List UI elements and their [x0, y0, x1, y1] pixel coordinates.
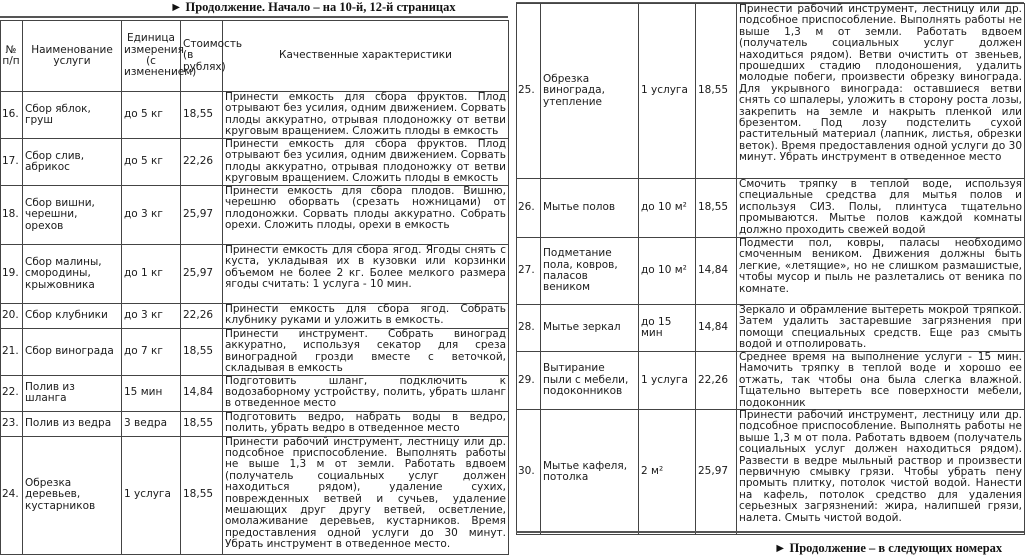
- row-number: 23.: [1, 411, 23, 436]
- service-unit: 1 услуга: [639, 4, 696, 179]
- row-number: 27.: [517, 238, 541, 305]
- service-cost: 22,26: [696, 352, 737, 410]
- service-cost: 18,55: [696, 4, 737, 179]
- service-name: Мытье зеркал: [541, 305, 639, 352]
- service-name: Полив из ведра: [23, 411, 122, 436]
- service-cost: 14,84: [696, 305, 737, 352]
- service-unit: до 10 м²: [639, 238, 696, 305]
- service-name: Сбор яблок, груш: [23, 92, 122, 139]
- service-description: Принести емкость для сбора плодов. Вишню, черешню оборвать (срезать ножницами) от плодоножки. Сорвать плоды аккуратно. Собрать орехи. Сложить плоды, орехи в емкость: [223, 186, 509, 245]
- column-header-desc: Качественные характеристики: [223, 21, 509, 92]
- row-number: 21.: [1, 329, 23, 376]
- row-number: 30.: [517, 410, 541, 535]
- service-description: Зеркало и обрамление вытереть мокрой тряпкой. Затем удалить застаревшие загрязнения при помощи специальных средств. Еще раз смыть водой и отполировать.: [737, 305, 1025, 352]
- service-unit: 15 мин: [122, 375, 181, 411]
- service-description: Принести емкость для сбора фруктов. Плод отрывают без усилия, одним движением. Сорвать плоды аккуратно, отрывая плодоножку от ветви круговым вращением. Сложить плоды в емкость: [223, 139, 509, 186]
- service-unit: до 5 кг: [122, 92, 181, 139]
- service-unit: до 7 кг: [122, 329, 181, 376]
- service-description: Принести емкость для сбора фруктов. Плод отрывают без усилия, одним движением. Сорвать плоды аккуратно, отрывая плодоножку от ветви круговым вращением. Сложить плоды в емкость: [223, 92, 509, 139]
- column-header-num: № п/п: [1, 21, 23, 92]
- row-number: 18.: [1, 186, 23, 245]
- service-unit: 2 м²: [639, 410, 696, 535]
- row-number: 26.: [517, 179, 541, 238]
- service-name: Вытирание пыли с мебели, подоконников: [541, 352, 639, 410]
- table-row: [1, 375, 509, 411]
- table-row: [517, 179, 1025, 238]
- service-description: Принести рабочий инструмент, лестницу или др. подсобное приспособление. Выполнять работы не выше 1,3 м от земли. Работать вдвоем (получатель социальных услуг должен находиться рядом). Ветви очистить от звеньев, прошедших стадию плодоношения, удалить молодые побеги, произвести обрезку винограда. Для укрывного винограда: оставшиеся ветви снять со шпалеры, уложить в сторону роста лозы, закрепить на земле и накрыть пленкой или брезентом. Под лозу подстелить сухой растительный материал (лапник, листья, обрезки веток). Время предоставления одной услуги до 30 минут. Убрать инструмент в отведенное место: [737, 4, 1025, 179]
- service-unit: 1 услуга: [122, 436, 181, 554]
- row-number: 22.: [1, 375, 23, 411]
- row-number: 25.: [517, 4, 541, 179]
- service-cost: 25,97: [181, 186, 223, 245]
- service-unit: до 3 кг: [122, 304, 181, 329]
- row-number: 19.: [1, 245, 23, 304]
- service-cost: 14,84: [181, 375, 223, 411]
- row-number: 16.: [1, 92, 23, 139]
- service-description: Принести емкость для сбора ягод. Собрать клубнику руками и уложить в емкость.: [223, 304, 509, 329]
- service-cost: 18,55: [181, 411, 223, 436]
- service-name: Обрезка винограда, утепление: [541, 4, 639, 179]
- table-row: [1, 139, 509, 186]
- table-row: [517, 410, 1025, 535]
- service-cost: 14,84: [696, 238, 737, 305]
- table-row: [517, 352, 1025, 410]
- service-cost: 18,55: [181, 329, 223, 376]
- service-unit: до 1 кг: [122, 245, 181, 304]
- continuation-header: ► Продолжение. Начало – на 10-й, 12-й страницах: [170, 0, 456, 14]
- table-row: [1, 436, 509, 554]
- service-description: Принести емкость для сбора ягод. Ягоды снять с куста, укладывая их в кузовки или корзинки объемом не более 2 кг. Более мелкого размера ягоды считать: 1 услуга - 10 мин.: [223, 245, 509, 304]
- service-cost: 25,97: [181, 245, 223, 304]
- table-row: [517, 4, 1025, 179]
- row-number: 29.: [517, 352, 541, 410]
- service-name: Мытье кафеля, потолка: [541, 410, 639, 535]
- service-cost: 18,55: [181, 436, 223, 554]
- service-unit: до 10 м²: [639, 179, 696, 238]
- column-header-cost: Стоимость (в рублях): [181, 21, 223, 92]
- service-name: Сбор клубники: [23, 304, 122, 329]
- service-description: Принести рабочий инструмент, лестницу или др. подсобное приспособление. Выполнять работы не выше 1,3 м от земли. Работать вдвоем (получатель социальных услуг должен находиться рядом), удаление сухих, поврежденных ветвей и сучьев, удаление мешающих друг другу ветвей, осветление, омолаживание деревьев, кустарников. Время предоставления одной услуги до 30 минут. Убрать инструмент в отведенное место.: [223, 436, 509, 554]
- services-table-left: [0, 20, 509, 555]
- service-name: Мытье полов: [541, 179, 639, 238]
- service-cost: 18,55: [181, 92, 223, 139]
- table-row: [1, 304, 509, 329]
- table-row: [517, 305, 1025, 352]
- service-name: Полив из шланга: [23, 375, 122, 411]
- row-number: 17.: [1, 139, 23, 186]
- row-number: 24.: [1, 436, 23, 554]
- row-number: 20.: [1, 304, 23, 329]
- services-table-right: [516, 3, 1025, 535]
- column-header-unit: Единица измерения (с изменением): [122, 21, 181, 92]
- service-name: Сбор вишни, черешни, орехов: [23, 186, 122, 245]
- service-unit: до 3 кг: [122, 186, 181, 245]
- service-description: Подготовить ведро, набрать воды в ведро, полить, убрать ведро в отведенное место: [223, 411, 509, 436]
- service-cost: 25,97: [696, 410, 737, 535]
- service-description: Подмести пол, ковры, паласы необходимо смоченным веником. Движения должны быть легкие, «летящие», но не слишком размашистые, чтобы мусор и пыль не разлетались от веника по комнате.: [737, 238, 1025, 305]
- row-number: 28.: [517, 305, 541, 352]
- table-row: [1, 92, 509, 139]
- service-description: Среднее время на выполнение услуги - 15 мин. Намочить тряпку в теплой воде и хорошо ее отжать, так чтобы она была слегка влажной. Тщательно вытереть все поверхности мебели, подоконник: [737, 352, 1025, 410]
- table-row: [1, 186, 509, 245]
- service-unit: до 5 кг: [122, 139, 181, 186]
- table-row: [517, 238, 1025, 305]
- service-description: Принести рабочий инструмент, лестницу или др. подсобное приспособление. Выполнять работы не выше 1,3 м от пола. Работать вдвоем (получатель социальных услуг должен находиться рядом). Развести в ведре мыльный раствор и произвести первичную смывку грязи. Чтобы убрать пену промыть плитку, потолок чистой водой. Нанести на кафель, потолок средство для удаления серьезных загрязнений: жира, налипшей грязи, налета. Смыть чистой водой.: [737, 410, 1025, 535]
- column-header-name: Наименование услуги: [23, 21, 122, 92]
- table-row: [1, 411, 509, 436]
- service-unit: 3 ведра: [122, 411, 181, 436]
- service-cost: 22,26: [181, 139, 223, 186]
- footer-rule: [516, 531, 1024, 533]
- service-cost: 22,26: [181, 304, 223, 329]
- table-row: [1, 329, 509, 376]
- service-name: Сбор винограда: [23, 329, 122, 376]
- service-name: Сбор слив, абрикос: [23, 139, 122, 186]
- service-cost: 18,55: [696, 179, 737, 238]
- table-row: [1, 245, 509, 304]
- service-unit: 1 услуга: [639, 352, 696, 410]
- service-name: Обрезка деревьев, кустарников: [23, 436, 122, 554]
- service-name: Подметание пола, ковров, паласов веником: [541, 238, 639, 305]
- service-unit: до 15 мин: [639, 305, 696, 352]
- service-description: Принести инструмент. Собрать виноград аккуратно, используя секатор для среза виноградной грозди вместе с веточкой, складывая в емкость: [223, 329, 509, 376]
- service-name: Сбор малины, смородины, крыжовника: [23, 245, 122, 304]
- service-description: Смочить тряпку в теплой воде, используя специальные средства для мытья полов и используя СИЗ. Полы, плинтуса тщательно промываются. Мытье полов каждой комнаты должно проходить свежей водой: [737, 179, 1025, 238]
- service-description: Подготовить шланг, подключить к водозаборному устройству, полить, убрать шланг в отведенное место: [223, 375, 509, 411]
- header-rule: [0, 16, 508, 18]
- continuation-footer: ► Продолжение – в следующих номерах: [774, 541, 1003, 555]
